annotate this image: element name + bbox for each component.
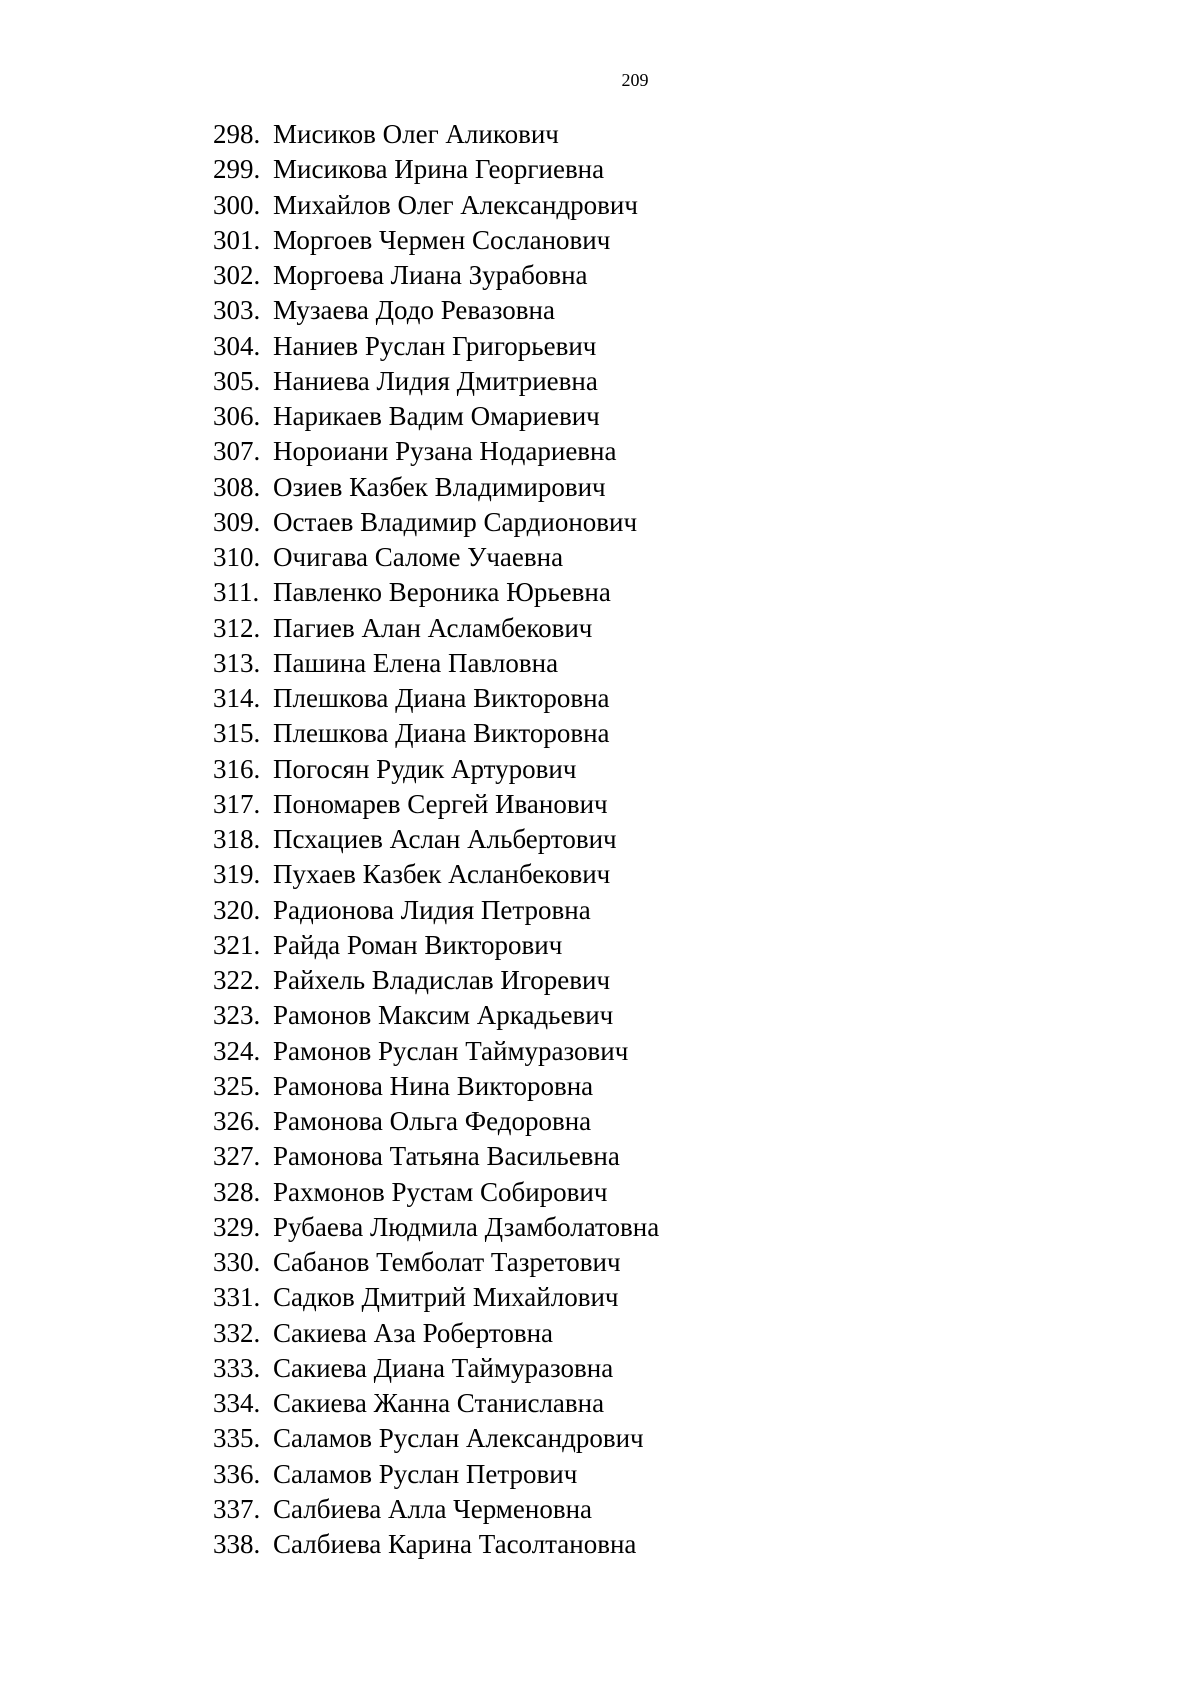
list-item: [213, 857, 659, 892]
item-number: 306.: [213, 401, 261, 431]
list-item: [213, 470, 659, 505]
item-name: Сакиева Диана Таймуразовна: [273, 1352, 614, 1383]
list-item: [213, 152, 659, 187]
item-number: 312.: [213, 612, 261, 643]
item-name: Очигава Саломе Учаевна: [273, 542, 564, 572]
list-item: [213, 1421, 659, 1456]
item-name: Райхель Владислав Игоревич: [273, 965, 611, 995]
item-name: Рамонова Ольга Федоровна: [273, 1106, 592, 1136]
item-name: Рубаева Людмила Дзамболатовна: [273, 1211, 660, 1242]
item-name: Радионова Лидия Петровна: [273, 894, 591, 925]
item-name: Райда Роман Викторович: [273, 929, 563, 960]
list-item: [213, 117, 659, 152]
item-name: Садков Дмитрий Михайлович: [273, 1282, 619, 1313]
item-name: Михайлов Олег Александрович: [273, 189, 638, 220]
item-number: 330.: [213, 1247, 261, 1277]
item-name: Псхациев Аслан Альбертович: [273, 824, 617, 854]
list-item: [213, 258, 659, 293]
item-number: 309.: [213, 506, 261, 537]
list-item: [213, 1457, 659, 1492]
item-number: 333.: [213, 1352, 261, 1383]
item-name: Павленко Вероника Юрьевна: [273, 577, 611, 608]
item-name: Погосян Рудик Артурович: [273, 753, 577, 784]
item-number: 334.: [213, 1388, 261, 1418]
item-number: 302.: [213, 260, 261, 290]
item-name: Нороиани Рузана Нодариевна: [273, 436, 617, 467]
list-item: [213, 505, 659, 540]
item-number: 317.: [213, 788, 261, 819]
item-name: Сабанов Темболат Тазретович: [273, 1247, 621, 1277]
item-name: Салбиева Алла Черменовна: [273, 1493, 593, 1524]
list-item: [213, 1139, 659, 1174]
item-name: Рахмонов Рустам Собирович: [273, 1176, 608, 1207]
item-number: 323.: [213, 1000, 261, 1031]
item-name: Салбиева Карина Тасолтановна: [273, 1529, 637, 1559]
item-number: 328.: [213, 1176, 261, 1207]
item-number: 319.: [213, 859, 261, 890]
list-item: [213, 575, 659, 610]
item-name: Наниева Лидия Дмитриевна: [273, 365, 598, 396]
list-item: [213, 329, 659, 364]
list-item: [213, 1351, 659, 1386]
list-item: [213, 822, 659, 857]
list-item: [213, 540, 659, 575]
item-number: 336.: [213, 1458, 261, 1489]
page-number: 209: [621, 70, 649, 90]
item-number: 301.: [213, 224, 261, 255]
item-name: Пономарев Сергей Иванович: [273, 788, 608, 819]
list-item: [213, 716, 659, 751]
list-item: [213, 893, 659, 928]
item-name: Рамонов Максим Аркадьевич: [273, 1000, 614, 1031]
item-number: 299.: [213, 154, 261, 185]
item-number: 298.: [213, 119, 261, 149]
item-name: Мисикова Ирина Георгиевна: [273, 154, 605, 185]
list-item: [213, 188, 659, 223]
item-number: 320.: [213, 894, 261, 925]
list-item: [213, 611, 659, 646]
item-number: 337.: [213, 1493, 261, 1524]
item-name: Плешкова Диана Викторовна: [273, 718, 610, 749]
item-number: 321.: [213, 929, 261, 960]
list-item: [213, 681, 659, 716]
item-number: 338.: [213, 1529, 261, 1559]
item-name: Мисиков Олег Аликович: [273, 119, 559, 149]
list-item: [213, 752, 659, 787]
list-item: [213, 963, 659, 998]
list-item: [213, 1492, 659, 1527]
list-item: [213, 293, 659, 328]
list-item: [213, 1245, 659, 1280]
list-item: [213, 399, 659, 434]
item-name: Сакиева Жанна Станиславна: [273, 1388, 605, 1418]
item-name: Моргоева Лиана Зурабовна: [273, 260, 588, 290]
item-number: 305.: [213, 365, 261, 396]
item-number: 307.: [213, 436, 261, 467]
item-name: Плешкова Диана Викторовна: [273, 683, 610, 713]
item-name: Музаева Додо Ревазовна: [273, 295, 555, 326]
list-item: [213, 1034, 659, 1069]
item-number: 329.: [213, 1211, 261, 1242]
item-number: 335.: [213, 1423, 261, 1454]
item-number: 313.: [213, 647, 261, 678]
item-number: 324.: [213, 1035, 261, 1066]
item-name: Рамонов Руслан Таймуразович: [273, 1035, 629, 1066]
item-number: 318.: [213, 824, 261, 854]
item-name: Пашина Елена Павловна: [273, 647, 559, 678]
item-name: Пухаев Казбек Асланбекович: [273, 859, 611, 890]
item-number: 308.: [213, 471, 261, 502]
item-number: 315.: [213, 718, 261, 749]
item-number: 326.: [213, 1106, 261, 1136]
item-name: Саламов Руслан Александрович: [273, 1423, 644, 1454]
list-item: [213, 1386, 659, 1421]
item-name: Сакиева Аза Робертовна: [273, 1317, 554, 1348]
item-number: 303.: [213, 295, 261, 326]
item-name: Рамонова Нина Викторовна: [273, 1070, 594, 1101]
list-item: [213, 646, 659, 681]
item-name: Остаев Владимир Сардионович: [273, 506, 638, 537]
list-item: [213, 1316, 659, 1351]
item-name: Саламов Руслан Петрович: [273, 1458, 578, 1489]
item-name: Рамонова Татьяна Васильевна: [273, 1141, 620, 1172]
list-item: [213, 1527, 659, 1562]
item-name: Наниев Руслан Григорьевич: [273, 330, 597, 361]
list-item: [213, 1175, 659, 1210]
item-name: Пагиев Алан Асламбекович: [273, 612, 593, 643]
item-number: 327.: [213, 1141, 261, 1172]
list-item: [213, 787, 659, 822]
list-item: [213, 223, 659, 258]
item-number: 300.: [213, 189, 261, 220]
list-item: [213, 1210, 659, 1245]
item-number: 325.: [213, 1070, 261, 1101]
item-number: 304.: [213, 330, 261, 361]
item-number: 332.: [213, 1317, 261, 1348]
item-number: 316.: [213, 753, 261, 784]
item-number: 311.: [213, 577, 260, 608]
list-item: [213, 364, 659, 399]
list-item: [213, 1280, 659, 1315]
list-item: [213, 1069, 659, 1104]
item-name: Озиев Казбек Владимирович: [273, 471, 606, 502]
list-item: [213, 928, 659, 963]
item-number: 322.: [213, 965, 261, 995]
list-item: [213, 998, 659, 1033]
item-number: 331.: [213, 1282, 261, 1313]
name-list: [213, 117, 659, 1562]
list-item: [213, 434, 659, 469]
item-number: 314.: [213, 683, 261, 713]
item-name: Моргоев Чермен Сосланович: [273, 224, 611, 255]
list-item: [213, 1104, 659, 1139]
item-name: Нарикаев Вадим Омариевич: [273, 401, 600, 431]
item-number: 310.: [213, 542, 261, 572]
